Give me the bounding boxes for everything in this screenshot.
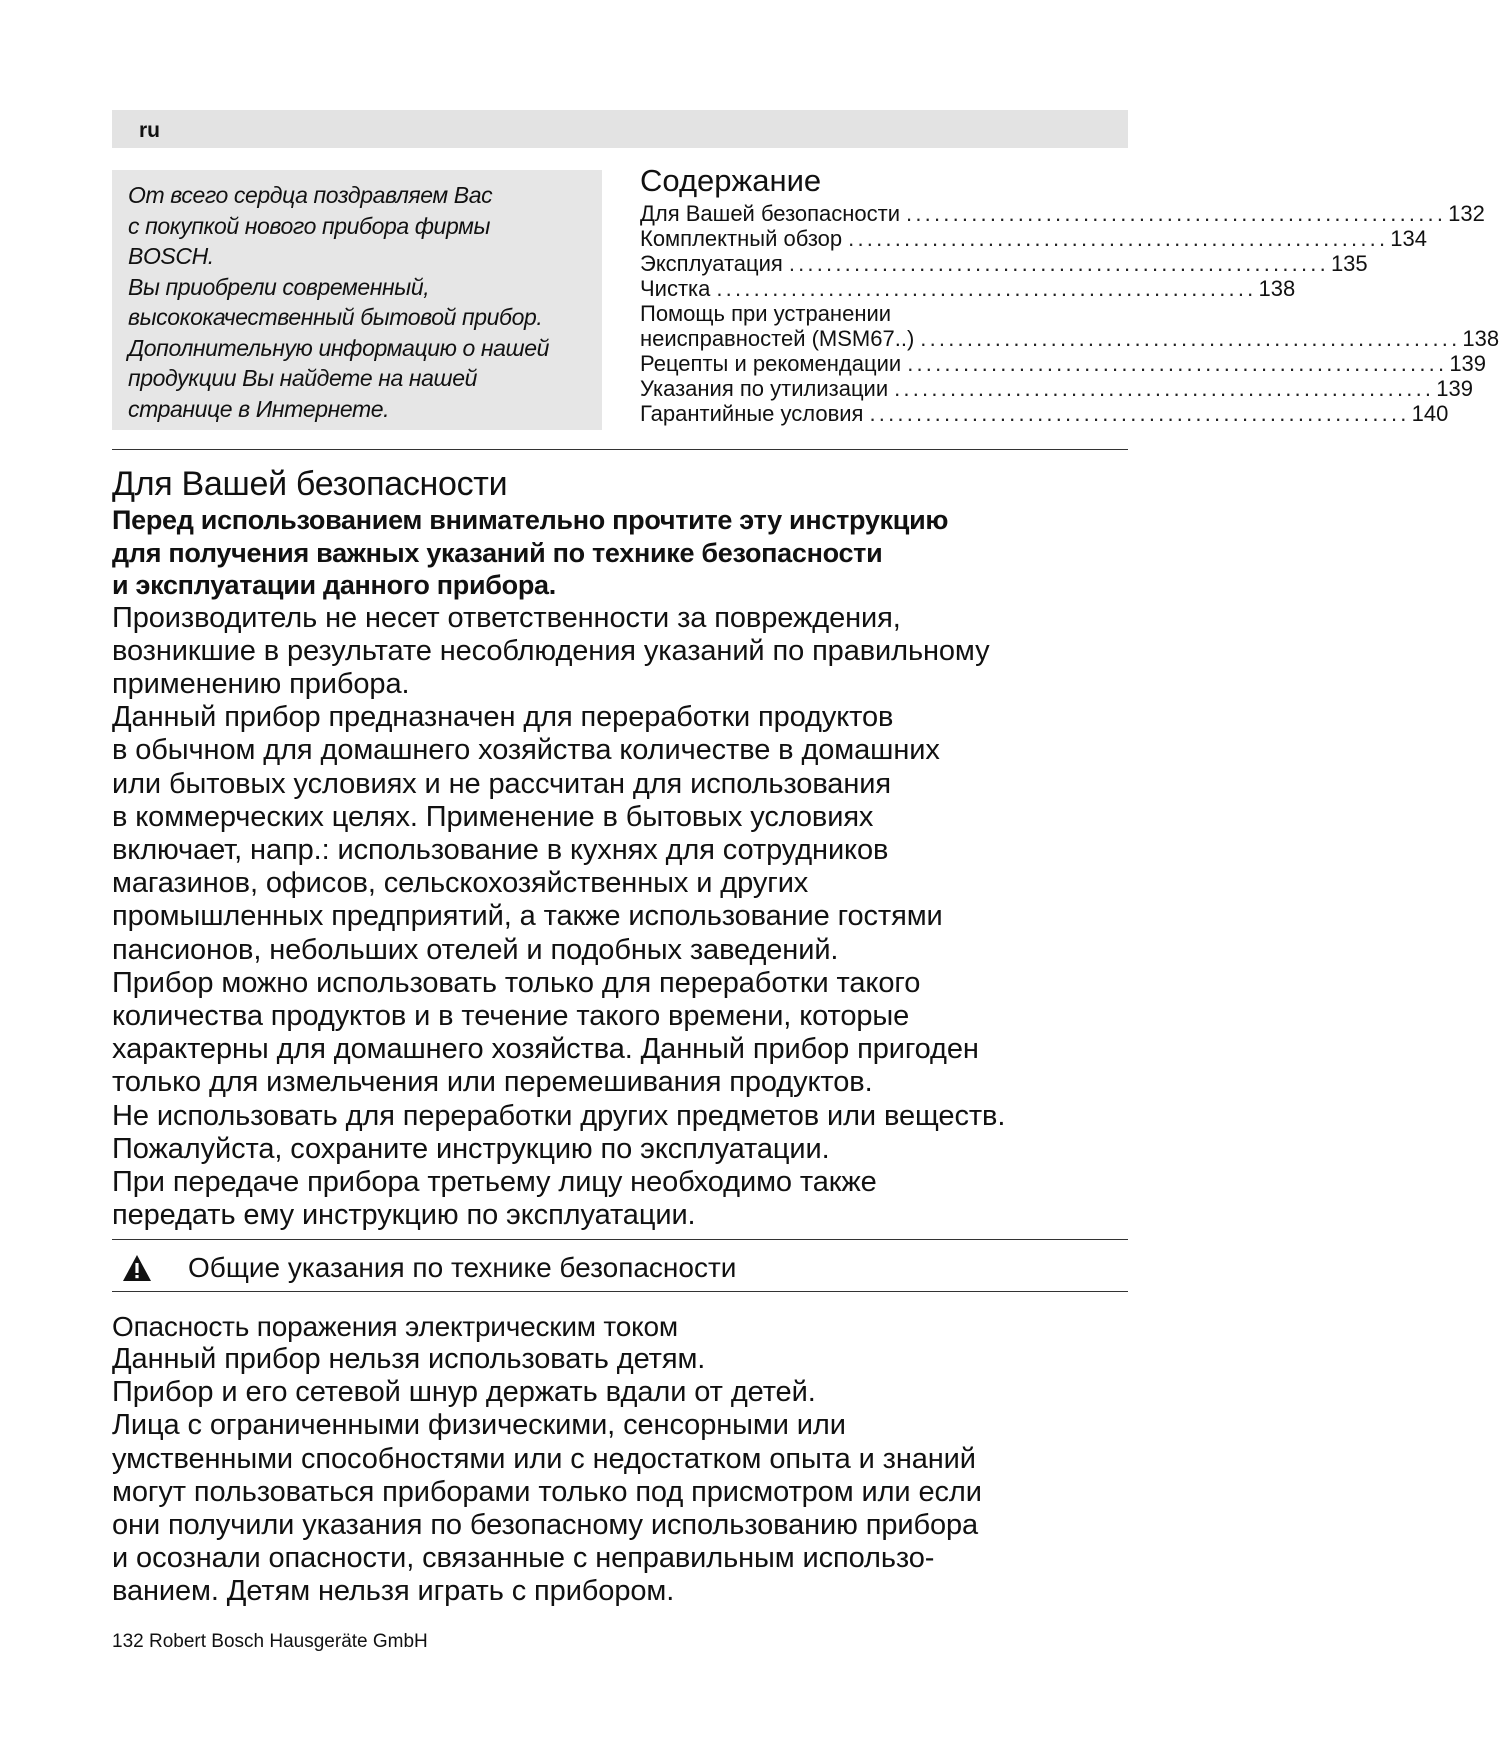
toc-entry-label: Гарантийные условия	[640, 401, 864, 426]
section-divider	[112, 1239, 1128, 1240]
lead-line: для получения важных указаний по технике безопасности	[112, 537, 883, 568]
body-line: или бытовых условиях и не рассчитан для использования	[112, 767, 891, 800]
intro-line: высококачественный бытовой прибор.	[128, 304, 543, 330]
body-line: применению прибора.	[112, 667, 410, 700]
body-line: в коммерческих целях. Применение в бытовых условиях	[112, 800, 874, 833]
section-title: Для Вашей безопасности	[112, 465, 508, 503]
toc-entry-label: Рецепты и рекомендации	[640, 351, 902, 376]
warning-triangle-icon	[122, 1254, 152, 1282]
body-line: количества продуктов и в течение такого времени, которые	[112, 999, 910, 1032]
subsection-title: Опасность поражения электрическим током	[112, 1311, 678, 1342]
toc-entry-label: Эксплуатация	[640, 251, 783, 276]
toc-entry-warranty[interactable]	[640, 401, 1449, 426]
toc-leader: ..........................................................	[920, 326, 1461, 351]
body-line: возникшие в результате несоблюдения указаний по правильному	[112, 634, 990, 667]
page-footer: 132 Robert Bosch Hausgeräte GmbH	[112, 1631, 428, 1652]
body-line: промышленных предприятий, а также использование гостями	[112, 900, 943, 933]
body-line: только для измельчения или перемешивания продуктов.	[112, 1066, 873, 1099]
toc-entry-page: 139	[1436, 376, 1473, 401]
toc-leader: ..........................................................	[848, 226, 1389, 251]
body-line: Производитель не несет ответственности за повреждения,	[112, 601, 901, 634]
header-bar	[112, 110, 1128, 148]
lead-line: и эксплуатации данного прибора.	[112, 570, 556, 600]
body-line: пансионов, небольших отелей и подобных заведений.	[112, 933, 839, 966]
toc-leader: ..........................................................	[716, 276, 1257, 301]
toc-entry-troubleshooting-line1[interactable]: Помощь при устранении	[640, 301, 892, 326]
intro-line: Вы приобрели современный,	[128, 273, 430, 300]
toc-entry-label: Для Вашей безопасности	[640, 201, 901, 226]
body-line: передать ему инструкцию по эксплуатации.	[112, 1199, 696, 1232]
body-line: они получили указания по безопасному использованию прибора	[112, 1509, 979, 1542]
intro-line: с покупкой нового прибора фирмы	[128, 212, 490, 239]
body-line: Прибор можно использовать только для переработки такого	[112, 966, 921, 999]
body-line: Пожалуйста, сохраните инструкцию по эксплуатации.	[112, 1132, 830, 1165]
general-safety-heading	[112, 1248, 1128, 1290]
intro-box	[112, 170, 602, 430]
intro-line: странице в Интернете.	[128, 395, 390, 422]
table-of-contents	[640, 162, 1499, 426]
toc-entry-page: 132	[1448, 201, 1485, 226]
toc-entry-safety[interactable]	[640, 201, 1485, 226]
toc-entry-recipes[interactable]	[640, 351, 1487, 376]
body-line: Прибор и его сетевой шнур держать вдали от детей.	[112, 1376, 816, 1409]
toc-entry-overview[interactable]	[640, 226, 1427, 251]
toc-entry-label: Комплектный обзор	[640, 226, 843, 251]
body-line: в обычном для домашнего хозяйства количестве в домашних	[112, 734, 940, 767]
lead-line: Перед использованием внимательно прочтите эту инструкцию	[112, 505, 949, 535]
body-line: и осознали опасности, связанные с неправильным использо-	[112, 1542, 935, 1575]
electric-shock-section	[112, 1311, 1142, 1609]
toc-entry-cleaning[interactable]	[640, 276, 1296, 301]
body-line: Данный прибор нельзя использовать детям.	[112, 1343, 706, 1375]
body-line: включает, напр.: использование в кухнях для сотрудников	[112, 833, 889, 866]
toc-title: Содержание	[640, 163, 822, 198]
body-line: Данный прибор предназначен для переработки продуктов	[112, 701, 894, 734]
toc-leader: ..........................................................	[894, 376, 1435, 401]
body-line: могут пользоваться приборами только под присмотром или если	[112, 1475, 982, 1508]
toc-entry-label: неисправностей (MSM67..)	[640, 326, 915, 351]
body-line: Не использовать для переработки других предметов или веществ.	[112, 1099, 1006, 1132]
language-code: ru	[139, 119, 160, 142]
toc-leader: ..........................................................	[907, 351, 1448, 376]
section-divider	[112, 1291, 1128, 1292]
toc-entry-label: Указания по утилизации	[640, 376, 889, 401]
toc-entry-page: 138	[1462, 326, 1499, 351]
intro-line: От всего сердца поздравляем Вас	[128, 182, 493, 208]
toc-leader: ..........................................................	[788, 251, 1329, 276]
intro-line: Дополнительную информацию о нашей	[128, 334, 549, 361]
toc-entry-page: 135	[1330, 251, 1368, 276]
section-divider	[112, 449, 1128, 450]
toc-entry-page: 134	[1390, 226, 1427, 251]
body-line: ванием. Детям нельзя играть с прибором.	[112, 1575, 675, 1608]
intro-line: продукции Вы найдете на нашей	[128, 365, 478, 391]
toc-entry-label: Чистка	[640, 276, 711, 301]
body-line: магазинов, офисов, сельскохозяйственных и других	[112, 867, 809, 900]
intro-line: BOSCH.	[128, 243, 214, 269]
toc-entry-disposal[interactable]	[640, 376, 1473, 401]
body-line: характерны для домашнего хозяйства. Данный прибор пригоден	[112, 1033, 979, 1066]
toc-leader: ..........................................................	[869, 401, 1410, 426]
safety-section	[112, 464, 1142, 1232]
toc-entry-page: 139	[1449, 351, 1487, 376]
general-safety-title: Общие указания по технике безопасности	[188, 1252, 737, 1283]
body-line: Лица с ограниченными физическими, сенсорными или	[112, 1409, 846, 1442]
toc-entry-page: 138	[1258, 276, 1296, 301]
body-line: умственными способностями или с недостатком опыта и знаний	[112, 1442, 976, 1475]
toc-entry-page: 140	[1411, 401, 1449, 426]
body-line: При передаче прибора третьему лицу необходимо также	[112, 1165, 877, 1198]
toc-entry-operation[interactable]	[640, 251, 1368, 276]
toc-leader: ..........................................................	[906, 201, 1447, 226]
toc-entry-troubleshooting[interactable]	[640, 326, 1499, 351]
